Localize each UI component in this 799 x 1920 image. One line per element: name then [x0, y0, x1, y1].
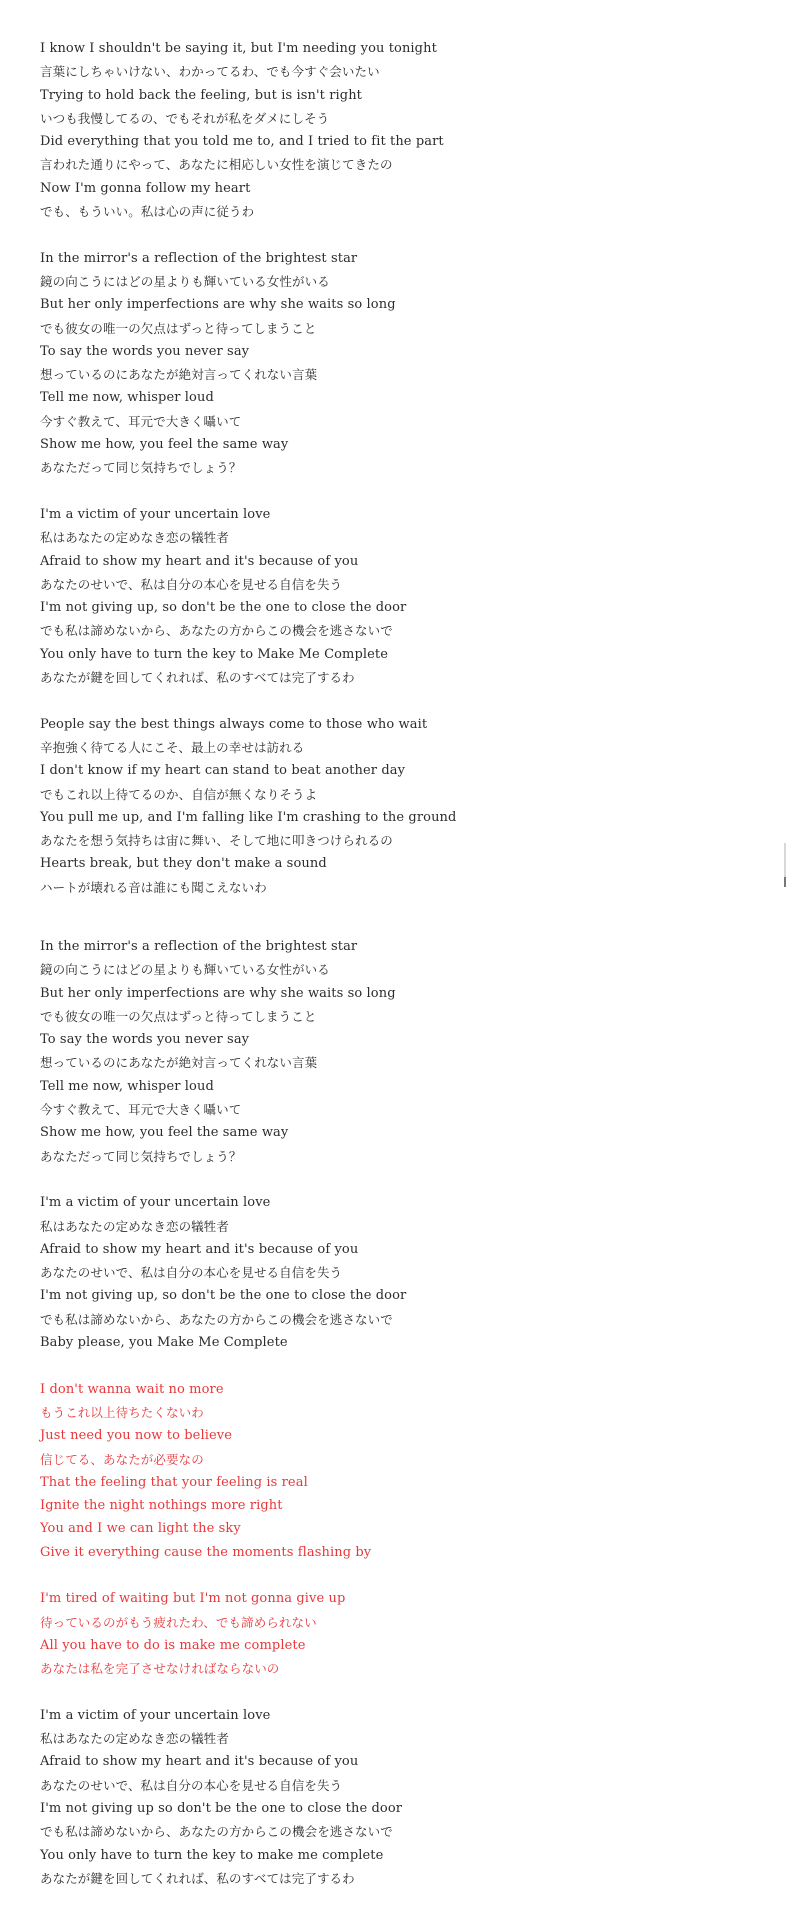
- lyric-line-english: That the feeling that your feeling is real: [40, 1474, 308, 1490]
- lyric-line-english: I know I shouldn't be saying it, but I'm needing you tonight: [40, 41, 437, 56]
- lyric-line-japanese: 私はあなたの定めなき恋の犠牲者: [40, 530, 230, 546]
- lyric-line-japanese: いつも我慢してるの、でもそれが私をダメにしそう: [40, 110, 330, 126]
- lyric-line-japanese: あなたは私を完了させなければならないの: [40, 1661, 280, 1677]
- lyric-line-english: I'm a victim of your uncertain love: [40, 506, 271, 522]
- lyric-stanza: [40, 1704, 740, 1890]
- lyric-line-japanese: 言われた通りにやって、あなたに相応しい女性を演じてきたの: [40, 157, 393, 173]
- lyric-line-english: To say the words you never say: [40, 343, 250, 359]
- lyric-line-english: Ignite the night nothings more right: [40, 1498, 283, 1514]
- lyric-line-japanese: 今すぐ教えて、耳元で大きく囁いて: [40, 413, 242, 429]
- lyric-line-japanese: 辛抱強く待てる人にこそ、最上の幸せは訪れる: [40, 739, 305, 755]
- lyric-line-english: I don't know if my heart can stand to beat another day: [40, 763, 406, 779]
- lyric-line-japanese: 私はあなたの定めなき恋の犠牲者: [40, 1218, 230, 1234]
- lyric-line-english: I'm tired of waiting but I'm not gonna give up: [40, 1591, 346, 1607]
- lyric-line-english: Now I'm gonna follow my heart: [40, 180, 251, 196]
- lyric-line-japanese: 待っているのがもう疲れたわ、でも諦められない: [40, 1614, 317, 1630]
- lyric-line-japanese: 鏡の向こうにはどの星よりも輝いている女性がいる: [40, 273, 330, 289]
- lyric-line-english: To say the words you never say: [40, 1032, 250, 1048]
- lyric-stanza: [40, 1587, 740, 1680]
- lyric-line-english: Give it everything cause the moments flashing by: [40, 1544, 372, 1560]
- lyric-line-japanese: でも彼女の唯一の欠点はずっと待ってしまうこと: [40, 320, 317, 336]
- lyric-stanza: [40, 247, 740, 480]
- lyric-line-japanese: でも私は諦めないから、あなたの方からこの機会を逃さないで: [40, 1311, 393, 1327]
- lyric-line-english: In the mirror's a reflection of the brightest star: [40, 938, 358, 954]
- stanza-gap: [40, 480, 740, 503]
- stanza-gap: [40, 223, 740, 246]
- lyric-line-japanese: 信じてる、あなたが必要なの: [40, 1451, 204, 1467]
- stanza-gap: [40, 1564, 740, 1587]
- lyric-line-english: I'm not giving up, so don't be the one to close the door: [40, 600, 407, 616]
- lyric-line-english: I'm not giving up so don't be the one to close the door: [40, 1800, 403, 1816]
- lyric-stanza: [40, 37, 740, 223]
- lyric-line-english: Tell me now, whisper loud: [40, 390, 214, 406]
- lyric-line-english: Show me how, you feel the same way: [40, 437, 289, 453]
- lyric-stanza: [40, 503, 740, 689]
- lyric-line-japanese: でも、もういい。私は心の声に従うわ: [40, 204, 255, 220]
- lyric-line-english: Hearts break, but they don't make a sound: [40, 856, 327, 872]
- lyrics-container: [40, 37, 740, 1890]
- lyric-line-english: People say the best things always come to those who wait: [40, 716, 428, 732]
- lyric-line-english: You pull me up, and I'm falling like I'm crashing to the ground: [40, 809, 457, 825]
- lyric-line-japanese: あなただって同じ気持ちでしょう？: [40, 460, 242, 476]
- lyric-line-english: In the mirror's a reflection of the brightest star: [40, 250, 358, 266]
- lyric-stanza: [40, 1378, 740, 1564]
- lyric-line-english: Did everything that you told me to, and I tried to fit the part: [40, 134, 444, 150]
- lyric-line-japanese: でもこれ以上待てるのか、自信が無くなりそうよ: [40, 786, 318, 802]
- lyric-line-english: I don't wanna wait no more: [40, 1381, 224, 1397]
- lyric-line-japanese: あなたが鍵を回してくれれば、私のすべては完了するわ: [40, 670, 355, 686]
- lyric-line-japanese: あなたのせいで、私は自分の本心を見せる自信を失う: [40, 1265, 343, 1281]
- lyric-line-japanese: あなただって同じ気持ちでしょう？: [40, 1148, 242, 1164]
- stanza-gap: [40, 899, 740, 935]
- lyric-line-japanese: あなたのせいで、私は自分の本心を見せる自信を失う: [40, 576, 343, 592]
- lyric-line-japanese: でも私は諦めないから、あなたの方からこの機会を逃さないで: [40, 623, 393, 639]
- lyric-line-english: You only have to turn the key to Make Me Complete: [40, 646, 389, 662]
- lyric-stanza: [40, 713, 740, 899]
- lyric-line-english: But her only imperfections are why she waits so long: [40, 297, 396, 313]
- lyric-line-english: Just need you now to believe: [40, 1428, 233, 1444]
- lyric-line-english: Trying to hold back the feeling, but is isn't right: [40, 87, 362, 103]
- lyric-line-english: You only have to turn the key to make me complete: [40, 1847, 384, 1863]
- lyric-line-japanese: でも私は諦めないから、あなたの方からこの機会を逃さないで: [40, 1824, 393, 1840]
- lyric-line-english: You and I we can light the sky: [40, 1521, 241, 1537]
- lyric-stanza: [40, 935, 740, 1168]
- stanza-gap: [40, 689, 740, 712]
- lyric-line-english: I'm a victim of your uncertain love: [40, 1707, 271, 1723]
- lyric-stanza: [40, 1191, 740, 1354]
- lyric-line-japanese: あなたのせいで、私は自分の本心を見せる自信を失う: [40, 1777, 343, 1793]
- lyric-line-english: All you have to do is make me complete: [40, 1637, 306, 1653]
- lyric-line-japanese: 想っているのにあなたが絶対言ってくれない言葉: [40, 367, 318, 383]
- stanza-gap: [40, 1168, 740, 1191]
- lyric-line-japanese: 想っているのにあなたが絶対言ってくれない言葉: [40, 1055, 318, 1071]
- lyric-line-japanese: 私はあなたの定めなき恋の犠牲者: [40, 1731, 230, 1747]
- lyric-line-japanese: あなたが鍵を回してくれれば、私のすべては完了するわ: [40, 1870, 355, 1886]
- lyric-line-english: But her only imperfections are why she waits so long: [40, 985, 396, 1001]
- stanza-gap: [40, 1354, 740, 1377]
- lyric-line-english: Show me how, you feel the same way: [40, 1125, 289, 1141]
- lyric-line-japanese: ハートが壊れる音は誰にも聞こえないわ: [40, 879, 267, 895]
- lyric-line-english: Afraid to show my heart and it's because of you: [40, 553, 359, 569]
- stanza-gap: [40, 1680, 740, 1703]
- lyric-line-english: Tell me now, whisper loud: [40, 1078, 214, 1094]
- lyric-line-japanese: あなたを想う気持ちは宙に舞い、そして地に叩きつけられるの: [40, 833, 393, 849]
- lyric-line-english: Baby please, you Make Me Complete: [40, 1335, 288, 1351]
- lyric-line-japanese: もうこれ以上待ちたくないわ: [40, 1404, 204, 1420]
- lyric-line-japanese: 鏡の向こうにはどの星よりも輝いている女性がいる: [40, 962, 330, 978]
- lyric-line-english: Afraid to show my heart and it's because of you: [40, 1241, 359, 1257]
- lyric-line-english: Afraid to show my heart and it's because of you: [40, 1754, 359, 1770]
- lyric-line-japanese: 今すぐ教えて、耳元で大きく囁いて: [40, 1102, 242, 1118]
- lyric-line-japanese: でも彼女の唯一の欠点はずっと待ってしまうこと: [40, 1008, 317, 1024]
- lyric-line-english: I'm not giving up, so don't be the one to close the door: [40, 1288, 407, 1304]
- lyric-line-english: I'm a victim of your uncertain love: [40, 1195, 271, 1211]
- scrollbar[interactable]: [784, 843, 786, 887]
- lyric-line-japanese: 言葉にしちゃいけない、わかってるわ、でも今すぐ会いたい: [40, 64, 380, 80]
